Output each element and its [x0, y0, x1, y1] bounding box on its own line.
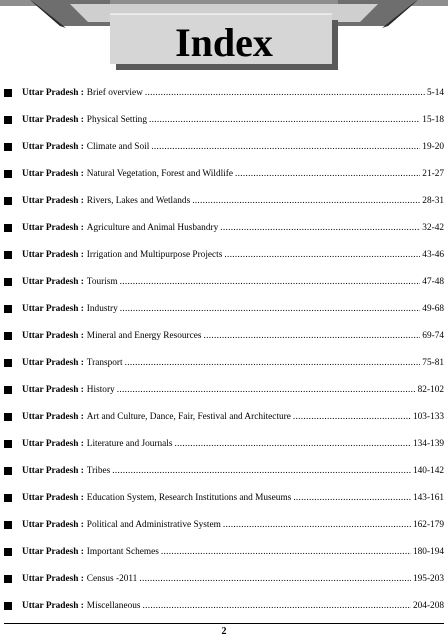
- toc-entry-topic: Climate and Soil: [86, 142, 150, 152]
- toc-entry-topic: Transport: [86, 358, 123, 368]
- toc-entry[interactable]: [4, 407, 444, 423]
- square-bullet-icon: [4, 359, 12, 367]
- toc-entry-state: Uttar Pradesh :: [22, 169, 84, 179]
- square-bullet-icon: [4, 305, 12, 313]
- toc-entry-topic: Literature and Journals: [86, 439, 173, 449]
- square-bullet-icon: [4, 413, 12, 421]
- toc-entry-pages: 103-133: [413, 412, 444, 422]
- page-number: 2: [221, 626, 227, 637]
- square-bullet-icon: [4, 575, 12, 583]
- toc-entry-topic: Natural Vegetation, Forest and Wildlife: [86, 169, 233, 179]
- square-bullet-icon: [4, 170, 12, 178]
- dot-leader: [175, 438, 411, 450]
- toc-entry-pages: 140-142: [413, 466, 444, 476]
- toc-entry[interactable]: [4, 596, 444, 612]
- toc-entry-state: Uttar Pradesh :: [22, 304, 84, 314]
- dot-leader: [143, 600, 412, 612]
- square-bullet-icon: [4, 116, 12, 124]
- toc-entry-topic: Tourism: [86, 277, 118, 287]
- toc-entry[interactable]: [4, 380, 444, 396]
- dot-leader: [149, 114, 420, 126]
- toc-entry-pages: 15-18: [422, 115, 444, 125]
- square-bullet-icon: [4, 386, 12, 394]
- dot-leader: [161, 546, 411, 558]
- toc-entry-state: Uttar Pradesh :: [22, 115, 84, 125]
- toc-entry-state: Uttar Pradesh :: [22, 493, 84, 503]
- toc-entry-state: Uttar Pradesh :: [22, 466, 84, 476]
- toc-entry-topic: History: [86, 385, 115, 395]
- toc-entry[interactable]: [4, 515, 444, 531]
- dot-leader: [223, 519, 411, 531]
- dot-leader: [117, 384, 416, 396]
- dot-leader: [120, 276, 421, 288]
- toc-entry[interactable]: [4, 245, 444, 261]
- square-bullet-icon: [4, 251, 12, 259]
- square-bullet-icon: [4, 224, 12, 232]
- square-bullet-icon: [4, 440, 12, 448]
- dot-leader: [224, 249, 420, 261]
- toc-entry-topic: Brief overview: [86, 88, 143, 98]
- toc-entry-pages: 82-102: [417, 385, 444, 395]
- toc-entry-topic: Mineral and Energy Resources: [86, 331, 202, 341]
- toc-entry-topic: Census -2011: [86, 574, 138, 584]
- toc-entry-pages: 5-14: [426, 88, 444, 98]
- toc-entry-state: Uttar Pradesh :: [22, 223, 84, 233]
- square-bullet-icon: [4, 602, 12, 610]
- toc-entry-pages: 28-31: [422, 196, 444, 206]
- toc-entry-topic: Important Schemes: [86, 547, 159, 557]
- toc-entry-pages: 49-68: [422, 304, 444, 314]
- square-bullet-icon: [4, 521, 12, 529]
- footer-divider: [4, 623, 444, 624]
- toc-entry-topic: Rivers, Lakes and Wetlands: [86, 196, 191, 206]
- dot-leader: [139, 573, 411, 585]
- toc-entry[interactable]: [4, 488, 444, 504]
- toc-entry-pages: 162-179: [413, 520, 444, 530]
- toc-entry-state: Uttar Pradesh :: [22, 331, 84, 341]
- toc-entry-state: Uttar Pradesh :: [22, 196, 84, 206]
- square-bullet-icon: [4, 89, 12, 97]
- toc-entry[interactable]: [4, 353, 444, 369]
- toc-entry[interactable]: [4, 191, 444, 207]
- toc-entry[interactable]: [4, 434, 444, 450]
- toc-entry-topic: Education System, Research Institutions and Museums: [86, 493, 292, 503]
- toc-entry-state: Uttar Pradesh :: [22, 574, 84, 584]
- square-bullet-icon: [4, 467, 12, 475]
- toc-entry[interactable]: [4, 83, 444, 99]
- toc-entry-topic: Agriculture and Animal Husbandry: [86, 223, 219, 233]
- toc-entry-topic: Physical Setting: [86, 115, 147, 125]
- dot-leader: [151, 141, 420, 153]
- square-bullet-icon: [4, 548, 12, 556]
- dot-leader: [112, 465, 411, 477]
- toc-entry-pages: 32-42: [422, 223, 444, 233]
- dot-leader: [192, 195, 420, 207]
- dot-leader: [125, 357, 421, 369]
- dot-leader: [293, 492, 411, 504]
- toc-entry-state: Uttar Pradesh :: [22, 358, 84, 368]
- toc-entry[interactable]: [4, 569, 444, 585]
- toc-entry-pages: 69-74: [422, 331, 444, 341]
- toc-entry-topic: Political and Administrative System: [86, 520, 221, 530]
- square-bullet-icon: [4, 197, 12, 205]
- toc-entry-pages: 43-46: [422, 250, 444, 260]
- toc-entry[interactable]: [4, 299, 444, 315]
- toc-entry-pages: 143-161: [413, 493, 444, 503]
- toc-entry[interactable]: [4, 164, 444, 180]
- dot-leader: [293, 411, 411, 423]
- toc-entry-state: Uttar Pradesh :: [22, 142, 84, 152]
- toc-entry-topic: Art and Culture, Dance, Fair, Festival and Architecture: [86, 412, 291, 422]
- toc-entry-pages: 195-203: [413, 574, 444, 584]
- page-title: Index: [175, 20, 273, 65]
- toc-entry[interactable]: [4, 461, 444, 477]
- square-bullet-icon: [4, 494, 12, 502]
- toc-entry-topic: Miscellaneous: [86, 601, 141, 611]
- toc-entry-pages: 204-208: [413, 601, 444, 611]
- toc-entry-topic: Industry: [86, 304, 118, 314]
- toc-entry-state: Uttar Pradesh :: [22, 88, 84, 98]
- square-bullet-icon: [4, 278, 12, 286]
- square-bullet-icon: [4, 332, 12, 340]
- toc-entry-pages: 47-48: [422, 277, 444, 287]
- toc-entry[interactable]: [4, 218, 444, 234]
- toc-entry-state: Uttar Pradesh :: [22, 520, 84, 530]
- toc-entry-topic: Tribes: [86, 466, 111, 476]
- toc-entry-state: Uttar Pradesh :: [22, 250, 84, 260]
- toc-entry-pages: 19-20: [422, 142, 444, 152]
- dot-leader: [220, 222, 420, 234]
- dot-leader: [235, 168, 420, 180]
- toc-entry[interactable]: [4, 326, 444, 342]
- toc-entry[interactable]: [4, 542, 444, 558]
- toc-entry-pages: 180-194: [413, 547, 444, 557]
- dot-leader: [145, 87, 425, 99]
- toc-entry-state: Uttar Pradesh :: [22, 439, 84, 449]
- toc-entry-state: Uttar Pradesh :: [22, 412, 84, 422]
- toc-entry-state: Uttar Pradesh :: [22, 277, 84, 287]
- toc-entry-pages: 134-139: [413, 439, 444, 449]
- toc-entry[interactable]: [4, 110, 444, 126]
- dot-leader: [204, 330, 421, 342]
- toc-entry-state: Uttar Pradesh :: [22, 547, 84, 557]
- toc-entry[interactable]: [4, 272, 444, 288]
- toc-entry-state: Uttar Pradesh :: [22, 601, 84, 611]
- toc-entry-pages: 21-27: [422, 169, 444, 179]
- toc-entry-pages: 75-81: [422, 358, 444, 368]
- toc-entry[interactable]: [4, 137, 444, 153]
- dot-leader: [120, 303, 421, 315]
- toc-entry-topic: Irrigation and Multipurpose Projects: [86, 250, 223, 260]
- square-bullet-icon: [4, 143, 12, 151]
- toc-entry-state: Uttar Pradesh :: [22, 385, 84, 395]
